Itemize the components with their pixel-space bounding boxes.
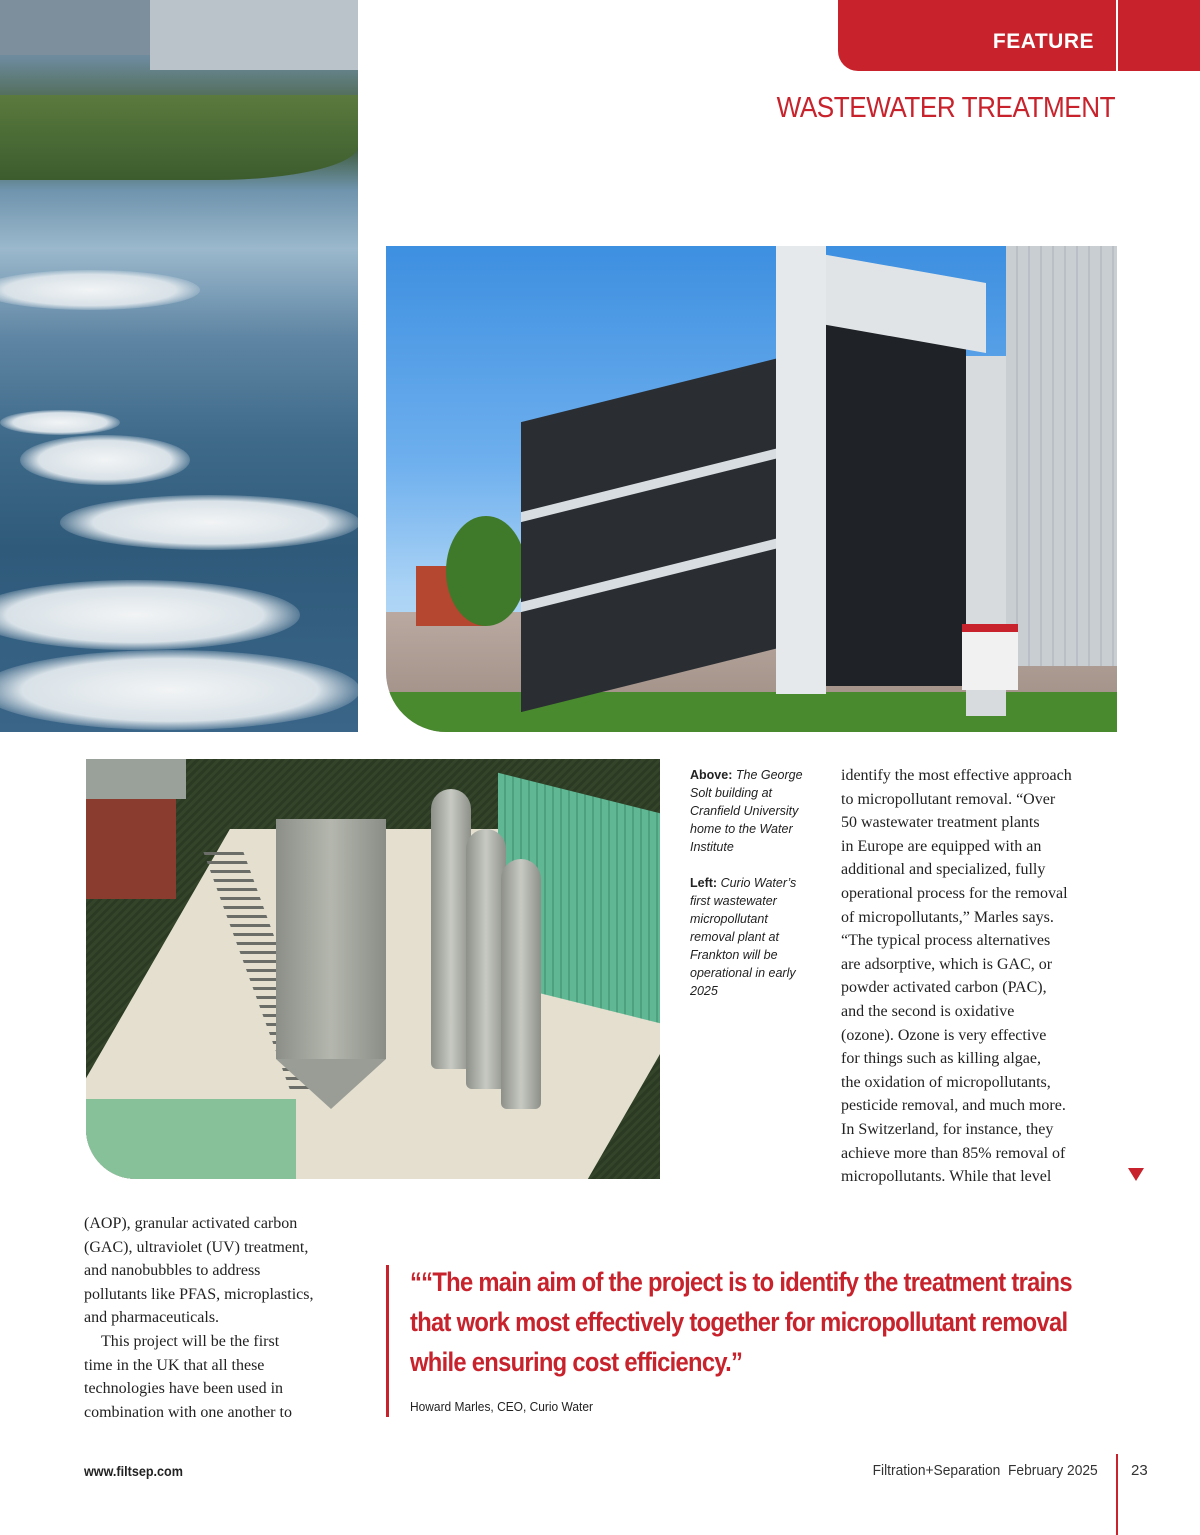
pull-quote bbox=[410, 1262, 1110, 1382]
pull-quote-attribution: Howard Marles, CEO, Curio Water bbox=[410, 1399, 593, 1414]
feature-tab-edge bbox=[1118, 0, 1200, 71]
caption-left-text: Curio Water’s first wastewater micropollutant removal plant at Frankton will be operational in early 2025 bbox=[690, 876, 797, 998]
section-title: WASTEWATER TREATMENT bbox=[776, 92, 1115, 124]
photo-entrance bbox=[826, 316, 966, 686]
foam-patch bbox=[60, 495, 358, 550]
body-line: for things such as killing algae, bbox=[841, 1050, 1041, 1068]
render-filter-tank bbox=[466, 829, 506, 1089]
body-line: to micropollutant removal. “Over bbox=[841, 790, 1056, 808]
body-line: technologies have been used in bbox=[84, 1380, 284, 1398]
caption-left bbox=[690, 874, 808, 1000]
body-line: achieve more than 85% removal of bbox=[841, 1144, 1066, 1162]
body-column-right bbox=[841, 764, 1131, 1189]
render-brick-house bbox=[86, 799, 176, 899]
body-line: combination with one another to bbox=[84, 1403, 292, 1421]
photo-frame-column bbox=[776, 246, 826, 694]
footer-magazine-issue: Filtration+Separation February 2025 bbox=[872, 1462, 1098, 1479]
caption-above-text: The George Solt building at Cranfield University home to the Water Institute bbox=[690, 768, 803, 854]
body-line: of micropollutants,” Marles says. bbox=[841, 908, 1054, 926]
body-line: in Europe are equipped with an bbox=[841, 837, 1042, 855]
body-line: pollutants like PFAS, microplastics, bbox=[84, 1285, 314, 1303]
photo-background-factory bbox=[150, 0, 358, 70]
body-line: micropollutants. While that level bbox=[841, 1168, 1052, 1186]
body-line: In Switzerland, for instance, they bbox=[841, 1120, 1054, 1138]
photo-reeds bbox=[0, 95, 358, 180]
body-line: are adsorptive, which is GAC, or bbox=[841, 955, 1053, 973]
body-line: (GAC), ultraviolet (UV) treatment, bbox=[84, 1238, 309, 1256]
water-photo bbox=[0, 0, 358, 732]
photo-building-sign bbox=[962, 624, 1018, 690]
body-line: pesticide removal, and much more. bbox=[841, 1097, 1066, 1115]
feature-tab-label: FEATURE bbox=[992, 30, 1094, 53]
body-line: 50 wastewater treatment plants bbox=[841, 814, 1040, 832]
body-line: powder activated carbon (PAC), bbox=[841, 979, 1047, 997]
photo-adjacent-tower bbox=[1006, 246, 1117, 666]
body-line: additional and specialized, fully bbox=[841, 861, 1046, 879]
photo-captions bbox=[690, 766, 808, 1018]
body-line: operational process for the removal bbox=[841, 884, 1068, 902]
body-line: (ozone). Ozone is very effective bbox=[841, 1026, 1047, 1044]
render-filter-tank bbox=[431, 789, 471, 1069]
foam-patch bbox=[0, 650, 358, 730]
render-house-roof bbox=[86, 759, 186, 799]
foam-patch bbox=[0, 270, 200, 310]
foam-patch bbox=[0, 410, 120, 435]
body-line: the oxidation of micropollutants, bbox=[841, 1073, 1051, 1091]
photo-background-building bbox=[0, 0, 150, 55]
body-line: time in the UK that all these bbox=[84, 1356, 265, 1374]
photo-tree bbox=[446, 516, 526, 626]
pull-quote-line: while ensuring cost efficiency.” bbox=[410, 1347, 743, 1377]
body-line: and nanobubbles to address bbox=[84, 1262, 261, 1280]
pull-quote-line: that work most effectively together for micropollutant removal bbox=[410, 1307, 1068, 1337]
body-line: “The typical process alternatives bbox=[841, 932, 1051, 950]
photo-grass bbox=[386, 692, 1117, 732]
caption-left-label: Left: bbox=[690, 876, 718, 890]
render-silo bbox=[276, 819, 386, 1059]
footer-url: www.filtsep.com bbox=[84, 1463, 183, 1479]
body-line: identify the most effective approach bbox=[841, 767, 1072, 784]
feature-tab bbox=[838, 0, 1116, 71]
caption-above-label: Above: bbox=[690, 768, 733, 782]
continue-arrow-icon bbox=[1128, 1168, 1144, 1181]
plant-render bbox=[86, 759, 660, 1179]
render-green-slab bbox=[86, 1099, 296, 1179]
render-filter-tank bbox=[501, 859, 541, 1109]
pull-quote-line: ““The main aim of the project is to identify the treatment trains bbox=[410, 1267, 1072, 1297]
body-line: This project will be the first bbox=[101, 1332, 280, 1350]
pull-quote-bar bbox=[386, 1265, 389, 1417]
building-photo bbox=[386, 246, 1117, 732]
footer-divider bbox=[1116, 1454, 1118, 1535]
foam-patch bbox=[0, 580, 300, 650]
page-number: 23 bbox=[1131, 1462, 1148, 1479]
foam-patch bbox=[20, 435, 190, 485]
caption-above bbox=[690, 766, 808, 856]
body-line: and pharmaceuticals. bbox=[84, 1309, 220, 1327]
body-line: and the second is oxidative bbox=[841, 1002, 1015, 1020]
body-line: (AOP), granular activated carbon bbox=[84, 1215, 298, 1232]
body-column-left bbox=[84, 1212, 374, 1424]
